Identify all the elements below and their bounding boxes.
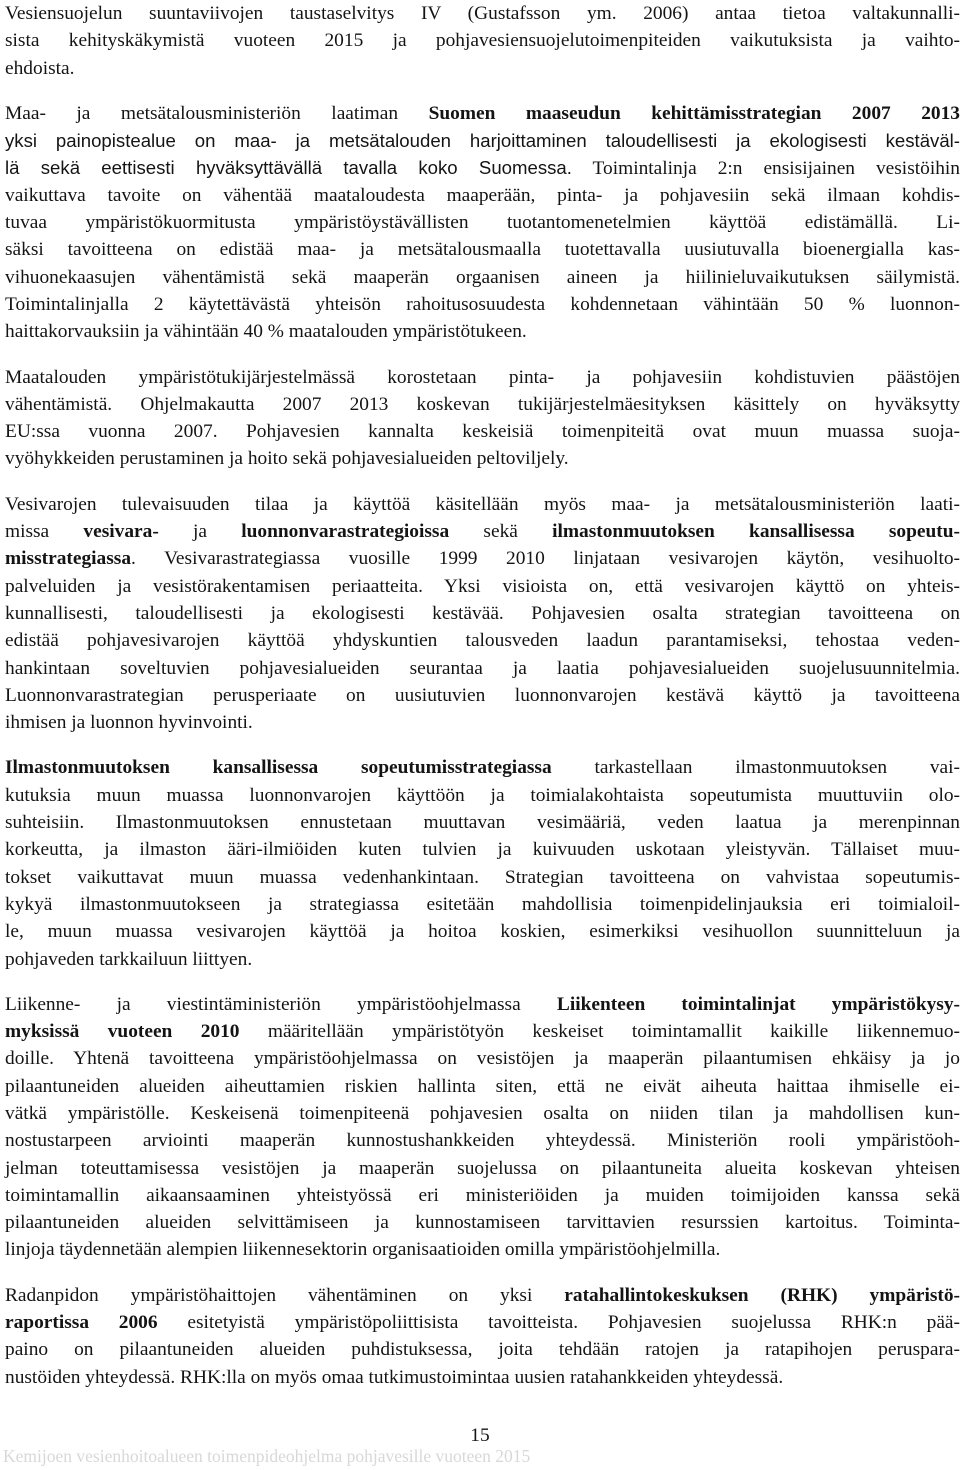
bold-text: vesivara- (83, 521, 159, 543)
text-span: Maa- ja metsätalousministeriön laatiman (5, 102, 429, 124)
text-line (5, 918, 960, 945)
text-span: sista kehityskäkymistä vuoteen 2015 ja pohjavesiensuojelutoimenpiteiden vaikutuksista ja vaihto- (5, 30, 960, 52)
bold-text: raportissa 2006 (5, 1312, 158, 1334)
text-line (5, 100, 960, 127)
text-line (5, 318, 960, 345)
text-line (5, 991, 960, 1018)
text-line (5, 864, 960, 891)
text-span: vähentämistä. Ohjelmakautta 2007 2013 koskevan tukijärjestelmäesityksen käsittely on hyväksytty (5, 393, 960, 415)
bold-text: ratahallintokeskuksen (RHK) ympäristö- (564, 1284, 960, 1306)
text-span: Vesivarojen tulevaisuuden tilaa ja käyttöä käsitellään myös maa- ja metsätalousministeriön laati- (5, 493, 960, 515)
text-line (5, 1182, 960, 1209)
text-line (5, 655, 960, 682)
bold-text: Ilmastonmuutoksen kansallisessa sopeutumisstrategiassa (5, 757, 552, 779)
text-span: nostustarpeen arviointi maaperän kunnostushankkeiden yhteydessä. Ministeriön rooli ympäristöoh- (5, 1130, 960, 1152)
document-page (5, 0, 960, 1409)
paragraph (5, 0, 960, 82)
text-span: missa (5, 521, 84, 543)
text-span: Vesiensuojelun suuntaviivojen taustaselvitys IV (Gustafsson ym. 2006) antaa tietoa valtakunnalli- (5, 3, 960, 24)
text-span: määritellään ympäristötyön keskeiset toimintamallit kaikille liikennemuo- (239, 1021, 960, 1043)
text-span: jelman toteuttamisessa vesistöjen ja maaperän suojelussa on pilaantuneita alueita koskevan yhteisen (5, 1157, 960, 1179)
text-line (5, 364, 960, 391)
text-span: korkeutta, ja ilmaston ääri-ilmiöiden kuten tulvien ja kuivuuden uskotaan yleistyvän. Tällaiset muu- (5, 839, 960, 861)
text-line (5, 627, 960, 654)
paragraph (5, 100, 960, 346)
text-span: kykyä ilmastonmuutokseen ja strategiassa esitetään mahdollisia toimenpidelinjauksia eri toimialoil- (5, 893, 960, 915)
text-span: Maatalouden ympäristötukijärjestelmässä korostetaan pinta- ja pohjavesiin kohdistuvien päästöjen (5, 366, 960, 388)
text-line (5, 1364, 960, 1391)
bold-text: misstrategiassa (5, 548, 132, 570)
text-span: paino on pilaantuneiden alueiden puhdistuksessa, joita tehdään ratojen ja ratapihojen peruspara- (5, 1339, 960, 1361)
bold-text: Suomen maaseudun kehittämisstrategian 2007 2013 (428, 102, 960, 124)
text-span: le, muun muassa vesivarojen käyttöä ja hoitoa koskien, esimerkiksi vesihuollon suunnitteluun ja (5, 921, 960, 943)
text-line (5, 154, 960, 181)
text-span: ihmisen ja luonnon hyvinvointi. (5, 712, 253, 734)
text-span: EU:ssa vuonna 2007. Pohjavesien kannalta keskeisiä toimenpiteitä ovat muun muassa suoja- (5, 421, 960, 443)
text-span: vyöhykkeiden perustaminen ja hoito sekä pohjavesialueiden peltoviljely. (5, 448, 569, 470)
text-line (5, 1045, 960, 1072)
text-line (5, 836, 960, 863)
bold-text: Liikenteen toimintalinjat ympäristökysy- (556, 993, 960, 1015)
text-line (5, 1018, 960, 1045)
text-span: pilaantuneiden alueiden aiheuttamien riskien hallinta siten, että ne eivät aiheuta haittaa ihmiselle ei- (5, 1075, 960, 1097)
text-line (5, 491, 960, 518)
text-span: Toimintalinja 2:n ensisijainen vesistöihin (571, 158, 960, 180)
text-span: haittakorvauksiin ja vähintään 40 % maatalouden ympäristötukeen. (5, 321, 527, 343)
bold-text: luonnonvarastrategioissa (241, 521, 450, 543)
paragraph (5, 364, 960, 473)
text-span: pilaantuneiden alueiden selvittämiseen ja kunnostamiseen tarvittavien resurssien kartoitus. Toiminta- (5, 1212, 960, 1234)
text-span: tuvaa ympäristökuormitusta ympäristöystävällisten tuotantomenetelmien käyttöä edistämällä. Li- (5, 212, 960, 234)
text-line (5, 445, 960, 472)
text-span: tarkastellaan ilmastonmuutoksen vai- (551, 757, 960, 779)
text-line (5, 1282, 960, 1309)
text-span: palveluiden ja vesistörakentamisen periaatteita. Yksi visioista on, että vesivarojen käyttö on yhteis- (5, 575, 960, 597)
text-line (5, 1073, 960, 1100)
text-line (5, 1209, 960, 1236)
text-line (5, 682, 960, 709)
text-span: vätkä ympäristölle. Keskeisenä toimenpiteenä pohjavesien osalta on niiden tilan ja mahdollisen kun- (5, 1102, 960, 1124)
text-line (5, 573, 960, 600)
text-line (5, 545, 960, 572)
text-line (5, 1336, 960, 1363)
text-span: vihuonekaasujen vähentämistä sekä maaperän orgaanisen aineen ja hiilinieluvaikutuksen säilymistä. (5, 266, 960, 288)
bold-text: myksissä vuoteen 2010 (5, 1021, 240, 1043)
text-line (5, 27, 960, 54)
page-number: 15 (470, 1425, 490, 1446)
text-span: ja (158, 521, 242, 543)
text-span: Liikenne- ja viestintäministeriön ympäristöohjelmassa (5, 993, 557, 1015)
text-line (5, 209, 960, 236)
text-span: Toimintalinjalla 2 käytettävästä yhteisön rahoitusosuudesta kohdennetaan vähintään 50 % luonnon- (5, 293, 960, 315)
text-line (5, 55, 960, 82)
text-line (5, 1155, 960, 1182)
text-span: Radanpidon ympäristöhaittojen vähentäminen on yksi (5, 1284, 565, 1306)
text-line (5, 709, 960, 736)
text-line (5, 518, 960, 545)
text-line (5, 1127, 960, 1154)
text-span: linjoja täydennetään alempien liikennesektorin organisaatioiden omilla ympäristöohjelmilla. (5, 1239, 721, 1261)
text-span: edistää pohjavesivarojen käyttöä yhdyskuntien talousveden laadun parantamiseksi, tehostaa veden- (5, 630, 960, 652)
text-span: kutuksia muun muassa luonnonvarojen käyttöön ja toimialakohtaista sopeutumista muuttuviin olo- (5, 784, 960, 806)
text-span: yksi painopistealue on maa- ja metsätalouden harjoittaminen taloudellisesti ja ekologisesti kestäväl- (5, 130, 960, 152)
paragraph (5, 754, 960, 972)
bold-text: ilmastonmuutoksen kansallisessa sopeutu- (552, 521, 960, 543)
text-span: vaikuttava tavoite on vähentää maataloudesta maaperään, pinta- ja pohjavesiin sekä ilmaan kohdis- (5, 184, 960, 206)
text-span: suhteisiin. Ilmastonmuutoksen ennustetaan muuttavan vesimääriä, veden laatua ja merenpinnan (5, 812, 960, 834)
text-line (5, 754, 960, 781)
text-line (5, 891, 960, 918)
page-footer: Kemijoen vesienhoitoalueen toimenpideohjelma pohjavesille vuoteen 2015 (3, 1446, 531, 1466)
text-line (5, 946, 960, 973)
text-span: lä sekä eettisesti hyväksyttävällä tavalla koko Suomessa. (5, 157, 572, 179)
text-span: kunnallisesti, taloudellisesti ja ekologisesti kestävää. Pohjavesien osalta strategian tavoitteena on (5, 602, 960, 624)
text-line (5, 264, 960, 291)
text-line (5, 782, 960, 809)
paragraph (5, 1282, 960, 1391)
text-span: tokset vaikuttavat muun muassa vedenhankintaan. Strategian tavoitteena on vahvistaa sopeutumis- (5, 866, 960, 888)
text-line (5, 0, 960, 27)
text-span: ehdoista. (5, 57, 75, 79)
paragraph (5, 491, 960, 737)
text-span: sekä (449, 521, 553, 543)
text-span: pohjaveden tarkkailuun liittyen. (5, 948, 253, 970)
paragraph (5, 991, 960, 1264)
text-span: doille. Yhtenä tavoitteena ympäristöohjelmassa on vesistöjen ja maaperän pilaantumisen ehkäisy ja jo (5, 1048, 960, 1070)
text-line (5, 1309, 960, 1336)
text-span: toimintamallin aikaansaaminen yhteistyössä eri ministeriöiden ja muiden toimijoiden kanssa sekä (5, 1184, 960, 1206)
text-line (5, 127, 960, 154)
text-span: . Vesivarastrategiassa vuosille 1999 2010 linjataan vesivarojen käytön, vesihuolto- (131, 548, 960, 570)
text-span: säksi tavoitteena on edistää maa- ja metsätalousmaalla tuotettavalla uusiutuvalla bioenergialla kas- (5, 239, 960, 261)
text-line (5, 236, 960, 263)
text-line (5, 1236, 960, 1263)
text-line (5, 291, 960, 318)
text-span: nustöiden yhteydessä. RHK:lla on myös omaa tutkimustoimintaa uusien ratahankkeiden yhteydessä. (5, 1366, 784, 1388)
text-line (5, 418, 960, 445)
text-span: Luonnonvarastrategian perusperiaate on uusiutuvien luonnonvarojen kestävä käyttö ja tavoitteena (5, 684, 960, 706)
text-line (5, 600, 960, 627)
text-line (5, 1100, 960, 1127)
text-line (5, 391, 960, 418)
text-line (5, 182, 960, 209)
text-span: esitetyistä ympäristöpoliittisista tavoitteista. Pohjavesien suojelussa RHK:n pää- (157, 1312, 960, 1334)
text-line (5, 809, 960, 836)
text-span: hankintaan soveltuvien pohjavesialueiden seurantaa ja laatia pohjavesialueiden suojelusuunnitelmia. (5, 657, 960, 679)
